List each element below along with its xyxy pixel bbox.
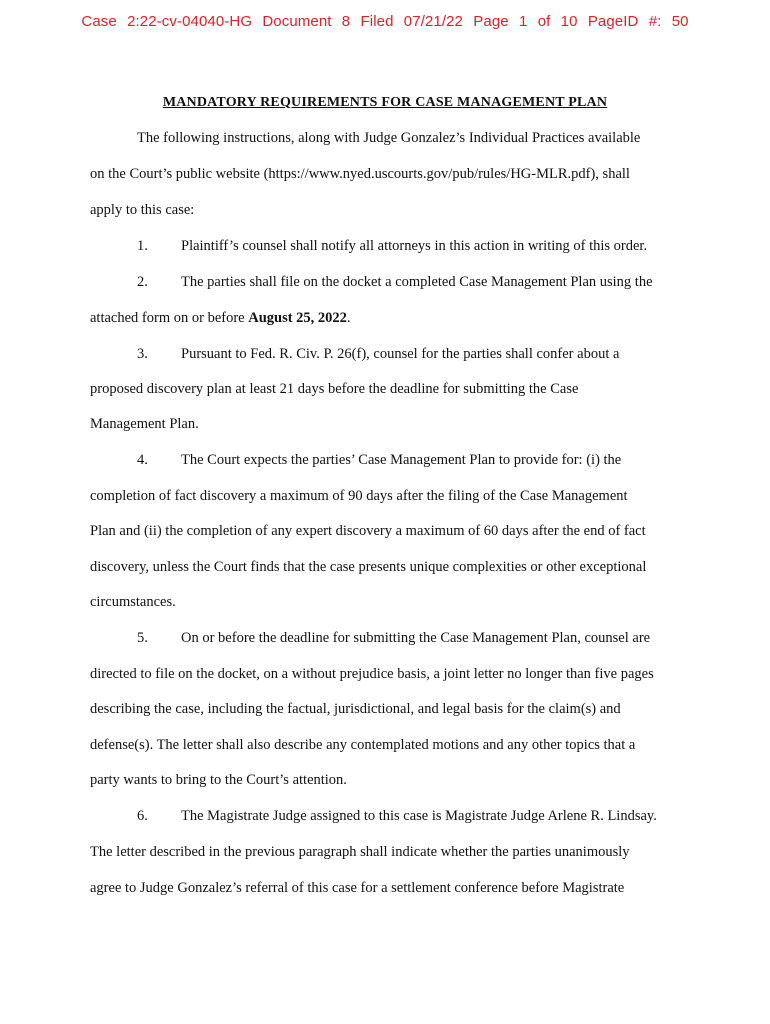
intro-line: apply to this case: [90,202,195,218]
page-info: Page 1 of 10 PageID #: 50 [473,13,689,30]
item-text-part: . [346,310,351,326]
item-text: circumstances. [90,594,176,610]
item-text: The letter described in the previous paragraph shall indicate whether the parties unanimously [90,844,630,860]
item-text: The Court expects the parties’ Case Management Plan to provide for: (i) the [181,452,622,468]
item-text: proposed discovery plan at least 21 days before the deadline for submitting the Case [90,381,579,397]
ecf-header [0,13,770,30]
item-text: The parties shall file on the docket a completed Case Management Plan using the [181,274,653,290]
item-text: On or before the deadline for submitting the Case Management Plan, counsel are [181,630,651,646]
item-number: 5. [137,630,148,646]
item-text: completion of fact discovery a maximum of 90 days after the filing of the Case Management [90,488,628,504]
item-number: 2. [137,274,148,290]
item-text: agree to Judge Gonzalez’s referral of this case for a settlement conference before Magistrate [90,880,625,896]
item-text: directed to file on the docket, on a without prejudice basis, a joint letter no longer than five pages [90,666,654,682]
case-number: Case 2:22-cv-04040-HG [81,13,253,30]
item-text: Plaintiff’s counsel shall notify all attorneys in this action in writing of this order. [181,238,648,254]
document-title: MANDATORY REQUIREMENTS FOR CASE MANAGEMENT PLAN [162,95,608,110]
item-text: describing the case, including the factual, jurisdictional, and legal basis for the claim(s) and [90,701,621,717]
item-text-part: attached form on or before [90,310,249,326]
item-text: Pursuant to Fed. R. Civ. P. 26(f), counsel for the parties shall confer about a [181,346,620,362]
item-number: 6. [137,808,148,824]
item-text [90,310,351,327]
item-number: 3. [137,346,148,362]
item-text: Management Plan. [90,416,199,432]
document-number: Document 8 [262,13,351,30]
deadline-date: August 25, 2022 [248,310,347,326]
item-text: defense(s). The letter shall also describe any contemplated motions and any other topics that a [90,737,636,753]
item-text: party wants to bring to the Court’s attention. [90,772,347,788]
item-number: 4. [137,452,148,468]
intro-line: The following instructions, along with Judge Gonzalez’s Individual Practices available [137,130,641,146]
item-number: 1. [137,238,148,254]
intro-line: on the Court’s public website (https://www.nyed.uscourts.gov/pub/rules/HG-MLR.pdf), shall [90,166,630,182]
item-text: Plan and (ii) the completion of any expert discovery a maximum of 60 days after the end of fact [90,523,646,539]
item-text: The Magistrate Judge assigned to this case is Magistrate Judge Arlene R. Lindsay. [181,808,657,824]
item-text: discovery, unless the Court finds that the case presents unique complexities or other exceptional [90,559,647,575]
filed-date: Filed 07/21/22 [360,13,463,30]
